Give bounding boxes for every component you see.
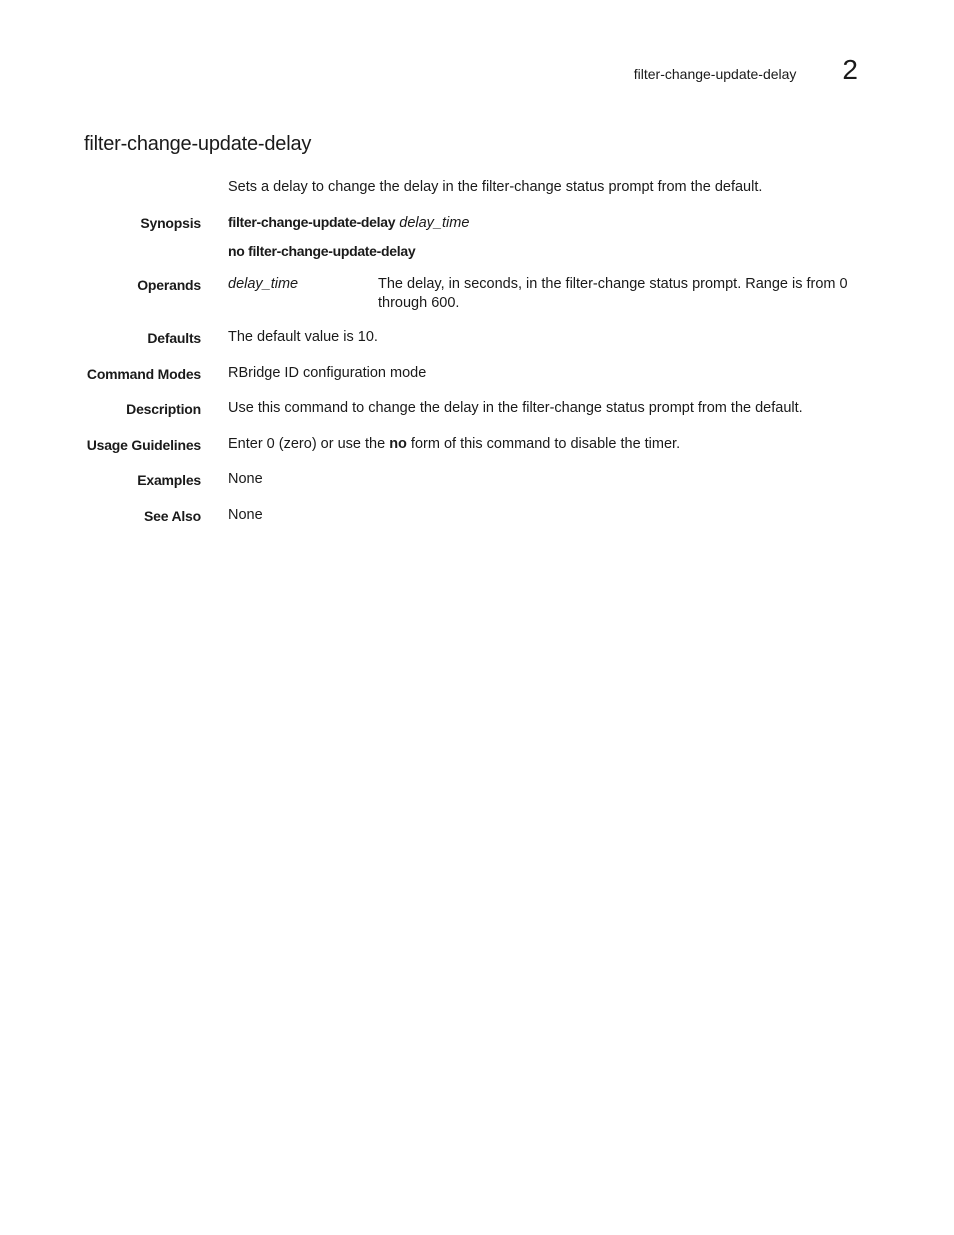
synopsis-line xyxy=(228,213,864,233)
intro-label xyxy=(84,178,201,197)
usage-keyword-no: no xyxy=(389,435,407,452)
intro-text: Sets a delay to change the delay in the filter-change status prompt from the default. xyxy=(228,179,763,195)
intro-row xyxy=(84,178,864,197)
operand-item xyxy=(228,275,864,313)
usage-guidelines-row xyxy=(84,435,864,455)
command-modes-label: Command Modes xyxy=(86,365,201,382)
synopsis-argument: delay_time xyxy=(399,214,470,231)
command-modes-row xyxy=(84,364,864,384)
description-row xyxy=(84,399,864,419)
operand-description: The delay, in seconds, in the filter-change status prompt. Range is from 0 through 600. xyxy=(378,275,848,311)
command-reference-body xyxy=(84,178,864,541)
see-also-row xyxy=(84,506,864,526)
examples-text: None xyxy=(228,471,263,487)
operands-row xyxy=(84,275,864,313)
defaults-label: Defaults xyxy=(147,330,201,346)
command-modes-text: RBridge ID configuration mode xyxy=(228,364,427,381)
synopsis-command: filter-change-update-delay xyxy=(228,213,396,230)
examples-row xyxy=(84,470,864,490)
description-label: Description xyxy=(126,401,201,417)
synopsis-row xyxy=(84,213,864,261)
defaults-text: The default value is 10. xyxy=(228,329,378,345)
operands-label: Operands xyxy=(137,276,201,293)
chapter-number: 2 xyxy=(842,54,858,85)
usage-guidelines-text xyxy=(228,435,864,455)
description-text: Use this command to change the delay in the filter-change status prompt from the default. xyxy=(228,400,803,416)
defaults-row xyxy=(84,328,864,348)
usage-text-after: form of this command to disable the timer. xyxy=(406,435,681,452)
usage-text-before: Enter 0 (zero) or use the xyxy=(228,435,390,452)
synopsis-label: Synopsis xyxy=(140,214,201,231)
page-title: filter-change-update-delay xyxy=(84,133,312,155)
synopsis-negated-command: no filter-change-update-delay xyxy=(228,242,416,259)
usage-guidelines-label: Usage Guidelines xyxy=(86,436,201,453)
see-also-label: See Also xyxy=(143,507,201,524)
running-title: filter-change-update-delay xyxy=(633,66,797,82)
operands-body xyxy=(228,275,864,313)
examples-label: Examples xyxy=(137,472,201,488)
running-header xyxy=(634,56,858,84)
see-also-text: None xyxy=(228,506,263,523)
synopsis-body xyxy=(228,213,864,261)
operand-name: delay_time xyxy=(228,275,299,292)
